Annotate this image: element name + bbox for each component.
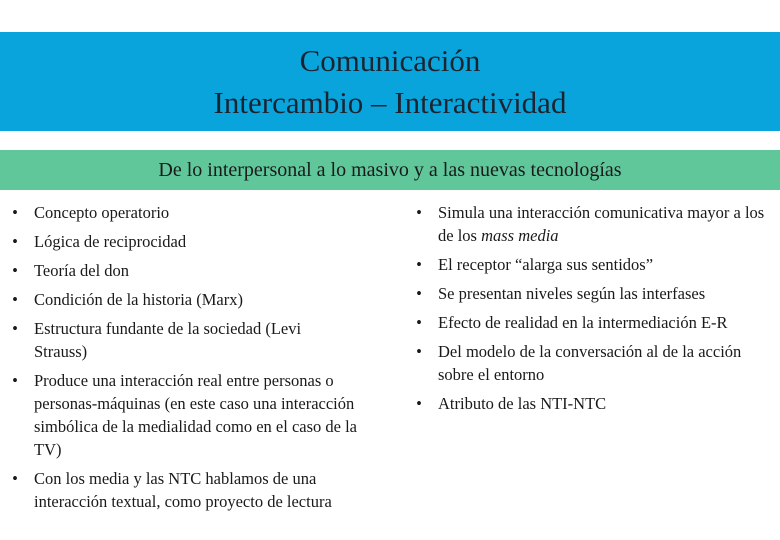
list-item-text [438,201,772,247]
right-bullet-list [412,201,772,415]
list-item-text: El receptor “alarga sus sentidos” [438,255,654,274]
list-item [8,288,358,311]
list-item-text: Lógica de reciprocidad [34,232,187,251]
list-item [8,317,358,363]
subtitle-banner [0,150,780,190]
bullet-icon: • [416,342,422,361]
bullet-icon: • [416,313,422,332]
left-bullet-list [8,201,358,513]
list-item-text: Atributo de las NTI-NTC [438,394,607,413]
list-item [412,311,772,334]
list-item-text: Teoría del don [34,261,130,280]
list-item [412,340,772,386]
bullet-icon: • [12,261,18,280]
list-item [8,201,358,224]
list-item-text: Produce una interacción real entre personas o personas-máquinas (en este caso una interacción simbólica de la medialidad como en el caso de la TV) [34,371,358,459]
bullet-icon: • [12,319,18,338]
bullet-icon: • [12,371,18,390]
slide-title-line-1: Comunicación [299,42,481,78]
slide-subtitle: De lo interpersonal a lo masivo y a las nuevas tecnologías [158,158,622,181]
bullet-icon: • [12,469,18,488]
slide-title-line-2: Intercambio – Interactividad [213,84,567,120]
list-item [8,230,358,253]
list-item [412,282,772,305]
list-item [412,201,772,247]
list-item [8,369,358,461]
list-item-text: Concepto operatorio [34,203,170,222]
list-item [8,259,358,282]
bullet-icon: • [12,290,18,309]
list-item [412,253,772,276]
bullet-icon: • [12,232,18,251]
list-item-text: Estructura fundante de la sociedad (Levi Strauss) [34,319,302,361]
list-item-text-main: Simula una interacción comunicativa mayor a los de los [438,203,765,245]
bullet-icon: • [416,203,422,222]
bullet-icon: • [12,203,18,222]
title-banner [0,32,780,131]
list-item [8,467,358,513]
bullet-icon: • [416,284,422,303]
list-item-text: Se presentan niveles según las interfases [438,284,706,303]
list-item-text: Condición de la historia (Marx) [34,290,243,309]
list-item-text: Del modelo de la conversación al de la acción sobre el entorno [438,342,742,384]
bullet-icon: • [416,255,422,274]
bullet-icon: • [416,394,422,413]
list-item-text: Con los media y las NTC hablamos de una interacción textual, como proyecto de lectura [34,469,332,511]
list-item [412,392,772,415]
list-item-text: Efecto de realidad en la intermediación E-R [438,313,728,332]
list-item-text-italic: mass media [481,226,559,245]
